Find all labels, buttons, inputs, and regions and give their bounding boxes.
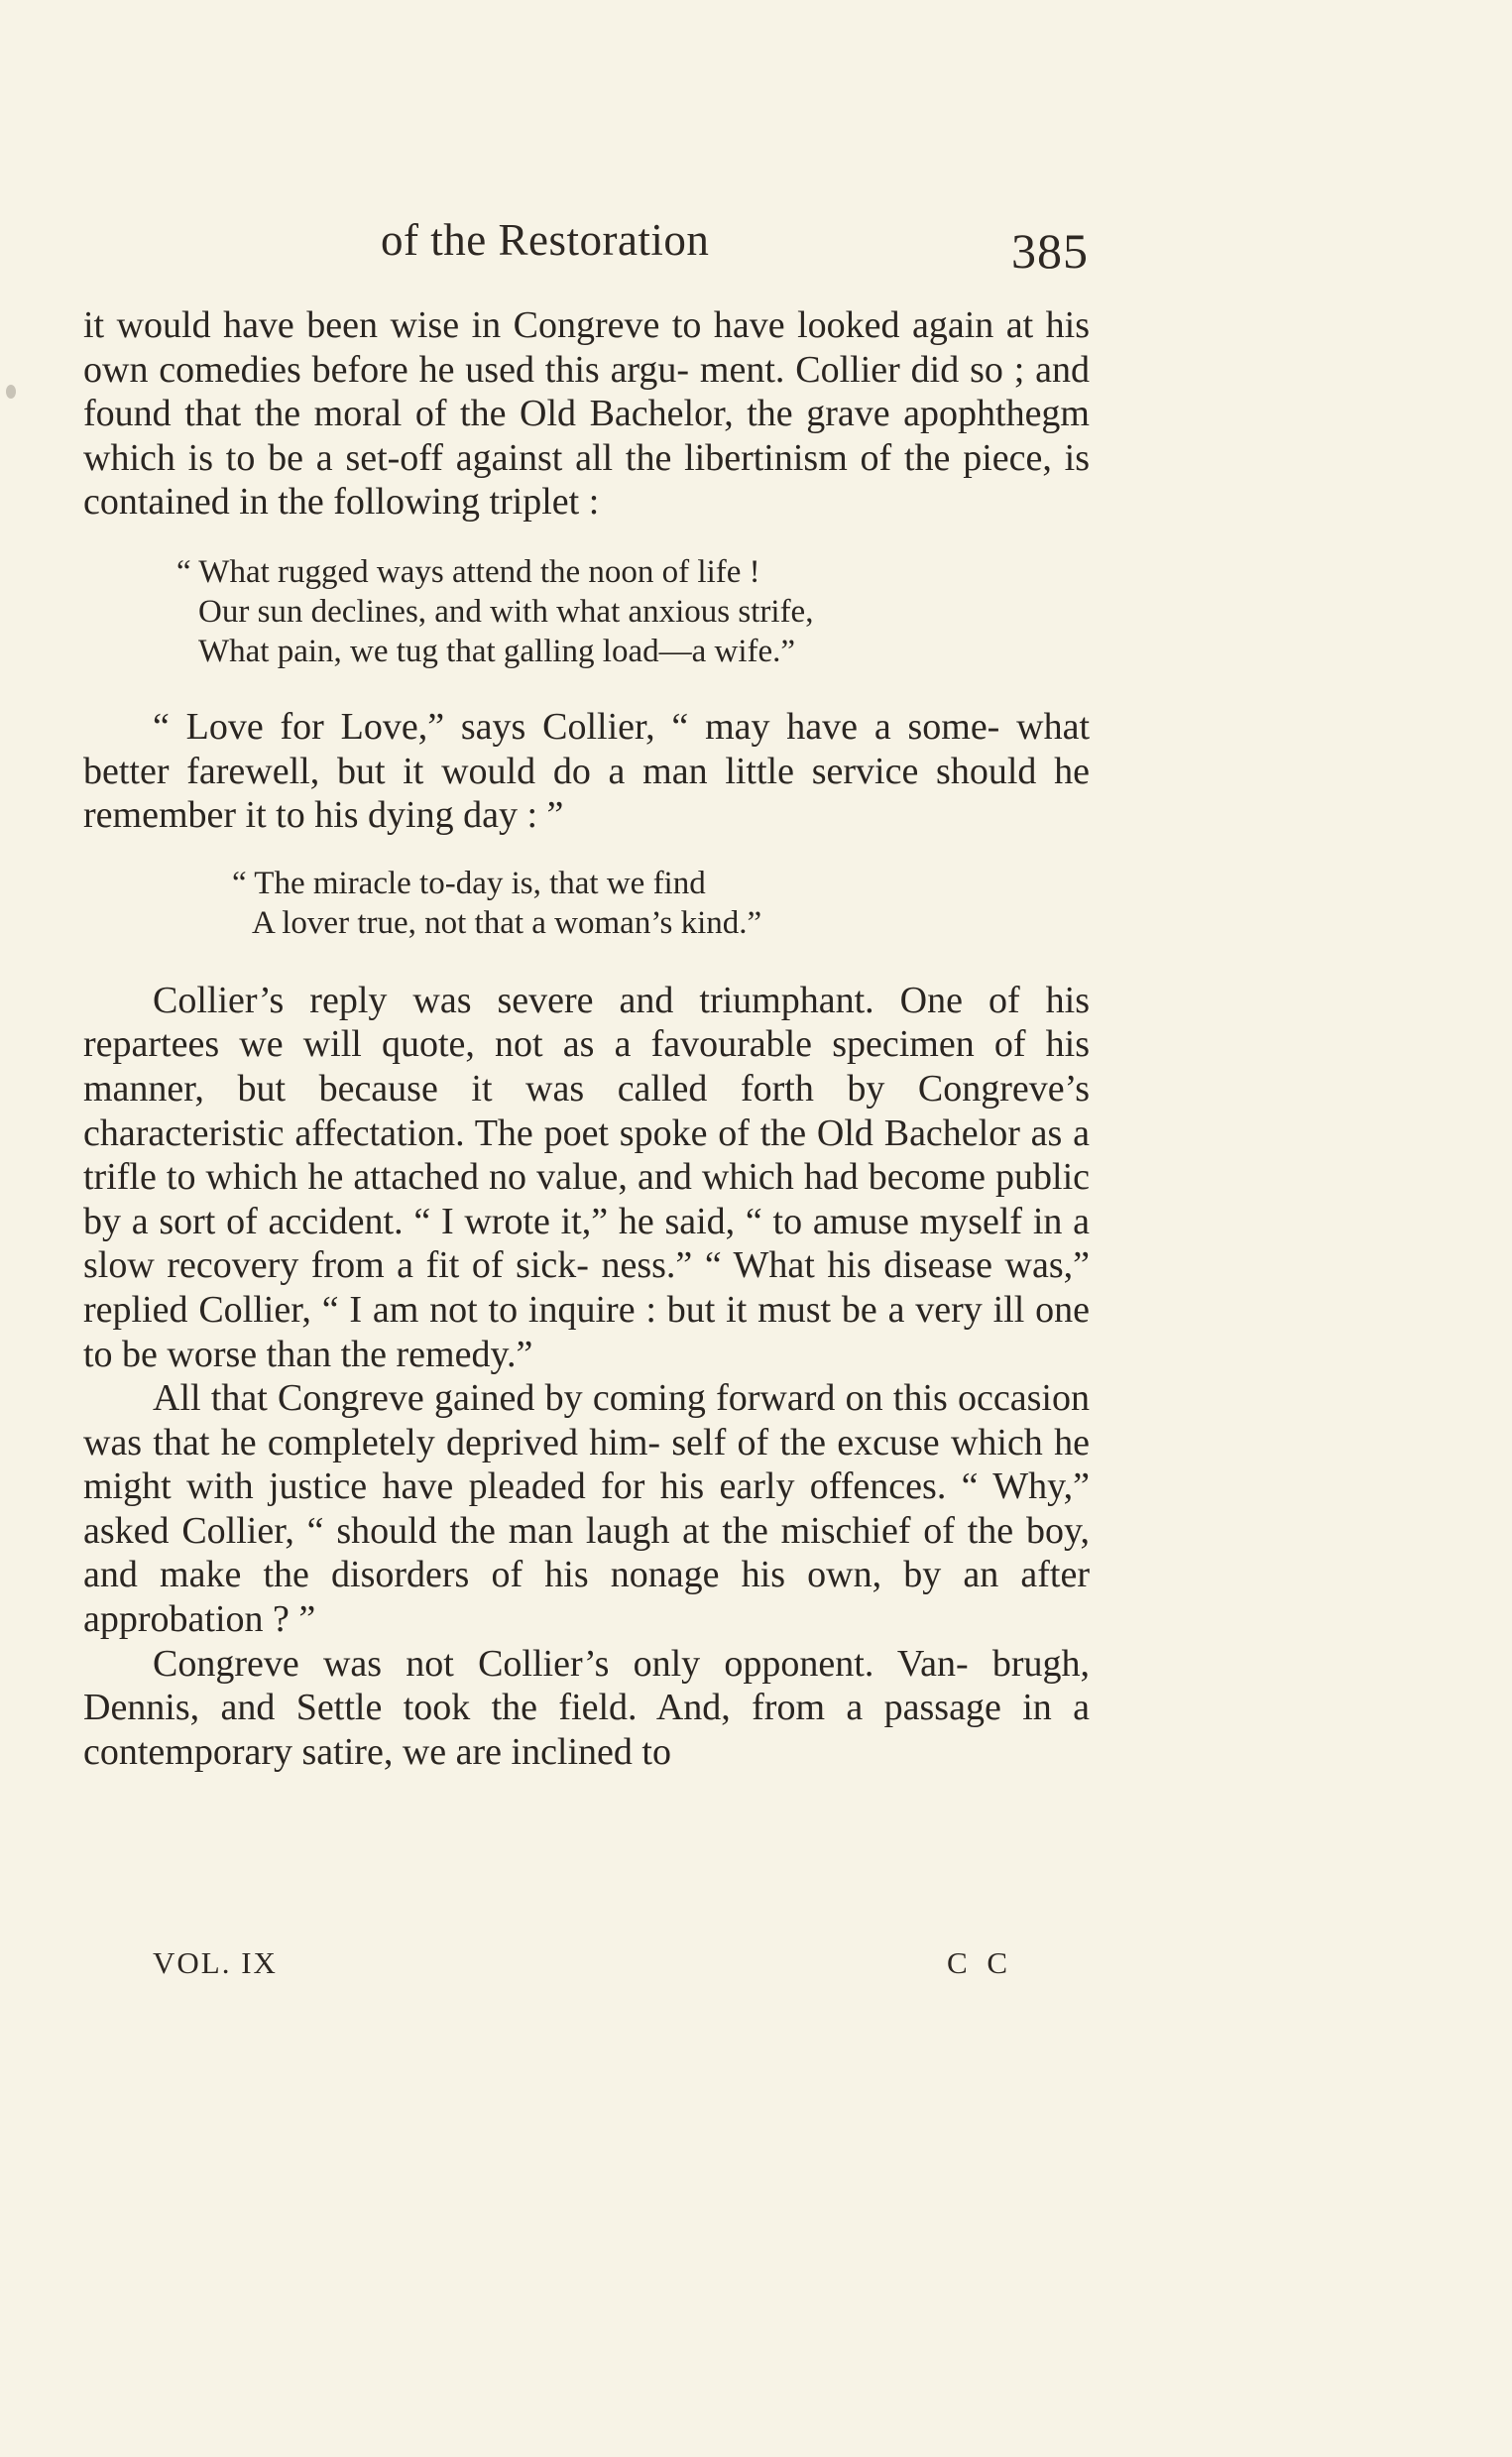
triplet-line-2: Our sun declines, and with what anxious strife, [198, 593, 814, 630]
triplet-line-3: What pain, we tug that galling load—a wife.” [198, 633, 796, 669]
volume-signature: VOL. IX [153, 1945, 278, 1980]
paragraph-2: “ Love for Love,” says Collier, “ may have a some- what better farewell, but it would do a man little service should he remember it to his dying day : ” [83, 705, 1090, 837]
page-speck [6, 385, 16, 399]
paragraph-5: Congreve was not Collier’s only opponent. Van- brugh, Dennis, and Settle took the field. And, from a passage in a contemporary satire, we are inclined to [83, 1642, 1090, 1773]
signature-mark: C C [947, 1945, 1014, 1980]
paragraph-1: it would have been wise in Congreve to have looked again at his own comedies before he used this argu- ment. Collier did so ; and found that the moral of the Old Bachelor, the grave apophthegm which is to be a set-off against all the libertinism of the piece, is contained in the following triplet : [83, 304, 1090, 524]
paragraph-3: Collier’s reply was severe and triumphant. One of his repartees we will quote, not as a favourable specimen of his manner, but because it was called forth by Congreve’s characteristic affectation. The poet spoke of the Old Bachelor as a trifle to which he attached no value, and which had become public by a sort of accident. “ I wrote it,” he said, “ to amuse myself in a slow recovery from a fit of sick- ness.” “ What his disease was,” replied Collier, “ I am not to inquire : but it must be a very ill one to be worse than the remedy.” [83, 979, 1090, 1375]
running-head: of the Restoration [381, 215, 710, 265]
couplet-line-1: “ The miracle to-day is, that we find [232, 865, 706, 901]
quoted-couplet [83, 864, 1090, 943]
quoted-triplet [83, 552, 1090, 671]
body-text [83, 303, 1090, 1774]
triplet-line-1: “ What rugged ways attend the noon of life ! [176, 553, 760, 590]
couplet-line-2: A lover true, not that a woman’s kind.” [252, 904, 762, 941]
paragraph-4: All that Congreve gained by coming forward on this occasion was that he completely deprived him- self of the excuse which he might with justice have pleaded for his early offences. “ Why,” asked Collier, “ should the man laugh at the mischief of the boy, and make the disorders of his nonage his own, by an after approbation ? ” [83, 1377, 1090, 1641]
page-number: 385 [1011, 223, 1089, 279]
